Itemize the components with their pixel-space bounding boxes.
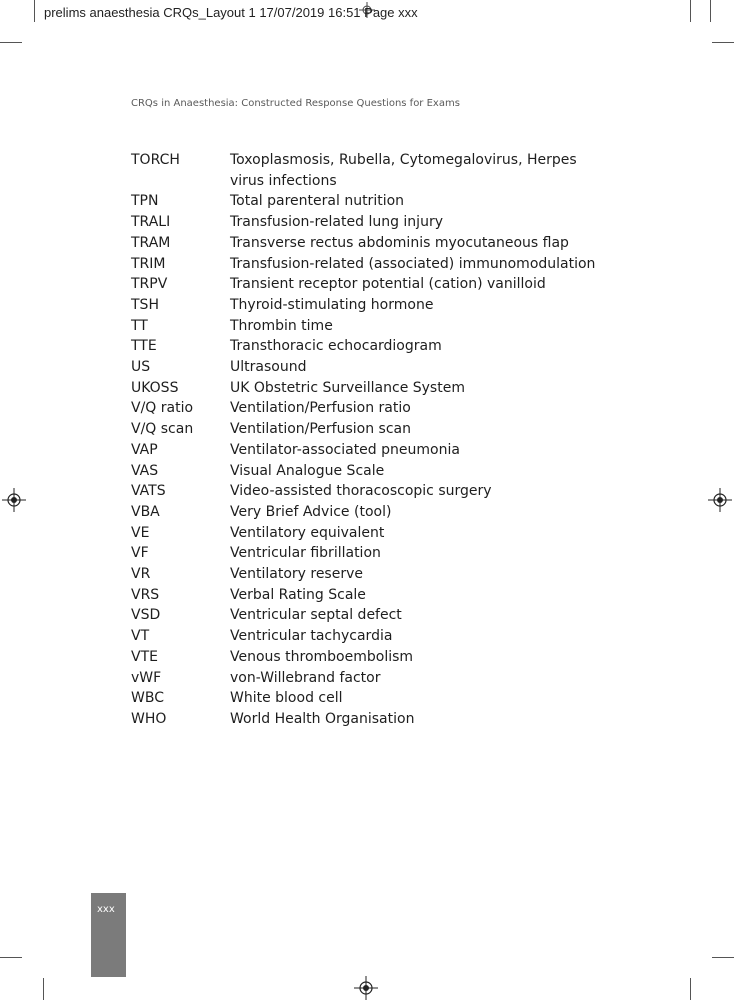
abbreviation-term: VRS [131,586,160,603]
abbreviation-term: TPN [131,193,159,210]
abbreviation-term: VAP [131,441,158,458]
abbreviation-row [131,668,601,689]
abbreviation-row [131,688,601,709]
abbreviation-row [131,336,601,357]
abbreviation-term: VT [131,628,150,645]
abbreviation-definition: Ultrasound [230,359,307,376]
abbreviation-definition: Visual Analogue Scale [230,462,385,479]
crop-mark-top-right-vertical [690,0,691,22]
abbreviation-term: VTE [131,648,158,665]
abbreviation-row [131,191,601,212]
abbreviation-row [131,461,601,482]
abbreviation-row [131,481,601,502]
abbreviation-definition: Thrombin time [230,317,333,334]
abbreviation-row [131,254,601,275]
abbreviation-row [131,523,601,544]
abbreviation-definition: White blood cell [230,690,343,707]
abbreviation-row [131,295,601,316]
abbreviation-definition: Thyroid-stimulating hormone [230,296,434,313]
abbreviation-row [131,398,601,419]
abbreviation-term: TSH [131,296,159,313]
abbreviation-term: WBC [131,690,164,707]
crop-mark-bottom-left-horizontal [0,957,22,958]
abbreviation-term: VE [131,524,150,541]
abbreviation-definition: Ventricular fibrillation [230,545,381,562]
abbreviation-definition: Ventilator-associated pneumonia [230,441,460,458]
abbreviation-row [131,378,601,399]
abbreviation-definition: Verbal Rating Scale [230,586,366,603]
abbreviation-term: VATS [131,483,166,500]
abbreviation-row [131,357,601,378]
abbreviation-row [131,274,601,295]
abbreviation-definition: von-Willebrand factor [230,669,381,686]
abbreviation-term: TORCH [131,152,180,168]
abbreviation-row [131,605,601,626]
registration-mark-right-icon [708,488,732,512]
abbreviation-row [131,502,601,523]
crop-mark-top-right-horizontal [712,42,734,43]
abbreviation-definition: Transthoracic echocardiogram [230,338,442,355]
abbreviation-row [131,419,601,440]
abbreviation-definition: Ventilatory equivalent [230,524,385,541]
abbreviation-row [131,316,601,337]
abbreviation-term: vWF [131,669,162,686]
abbreviation-definition: Ventilation/Perfusion ratio [230,400,411,417]
abbreviation-definition: Ventricular septal defect [230,607,402,624]
abbreviation-term: TRIM [131,255,166,272]
abbreviation-term: TRPV [131,276,168,293]
abbreviation-row [131,150,601,191]
crop-mark-bottom-right-vertical [690,978,691,1000]
registration-mark-left-icon [2,488,26,512]
abbreviation-definition: Venous thromboembolism [230,648,414,665]
abbreviation-term: TT [131,317,148,334]
abbreviation-term: UKOSS [131,379,179,396]
crop-mark-top-left-vertical [34,0,35,22]
abbreviation-row [131,626,601,647]
abbreviation-definition: Transfusion-related lung injury [230,214,443,231]
abbreviation-term: VF [131,545,149,562]
abbreviation-row [131,585,601,606]
running-header: CRQs in Anaesthesia: Constructed Response Questions for Exams [131,98,460,109]
abbreviation-row [131,440,601,461]
abbreviation-term: VBA [131,503,160,520]
abbreviation-row [131,212,601,233]
abbreviations-list [131,150,601,730]
abbreviation-term: VR [131,566,151,583]
abbreviation-definition: Transfusion-related (associated) immunomodulation [230,255,596,272]
abbreviation-row [131,543,601,564]
abbreviation-term: V/Q scan [131,421,194,438]
abbreviation-term: VSD [131,607,161,624]
abbreviation-definition: Transient receptor potential (cation) vanilloid [230,276,546,293]
abbreviation-term: TTE [131,338,157,355]
abbreviation-term: VAS [131,462,159,479]
abbreviation-definition: Transverse rectus abdominis myocutaneous flap [230,234,569,251]
crop-mark-top-right-vertical-2 [710,0,711,22]
abbreviation-definition: Ventilation/Perfusion scan [230,421,411,438]
registration-mark-bottom-icon [354,976,378,1000]
abbreviation-definition: Very Brief Advice (tool) [230,503,392,520]
abbreviation-definition: Video-assisted thoracoscopic surgery [230,483,492,500]
abbreviation-term: V/Q ratio [131,400,194,417]
page-number-tab [91,893,126,977]
crop-mark-bottom-right-horizontal [712,957,734,958]
abbreviation-definition: World Health Organisation [230,710,415,727]
abbreviation-term: TRAM [131,234,171,251]
abbreviation-row [131,233,601,254]
abbreviation-definition: Total parenteral nutrition [230,193,405,210]
abbreviation-row [131,647,601,668]
abbreviation-term: WHO [131,710,167,727]
crop-mark-top-left-horizontal [0,42,22,43]
abbreviation-term: TRALI [131,214,171,231]
abbreviation-term: US [131,359,151,376]
crop-mark-bottom-left-vertical [43,978,44,1000]
abbreviation-definition: Ventilatory reserve [230,566,363,583]
abbreviation-row [131,564,601,585]
printer-slug-line: prelims anaesthesia CRQs_Layout 1 17/07/2019 16:51 Page xxx [44,5,418,20]
abbreviation-definition: Toxoplasmosis, Rubella, Cytomegalovirus, Herpes virus infections [230,152,577,189]
abbreviation-definition: UK Obstetric Surveillance System [230,379,465,396]
abbreviation-definition: Ventricular tachycardia [230,628,393,645]
page-number: xxx [97,904,115,915]
abbreviation-row [131,709,601,730]
